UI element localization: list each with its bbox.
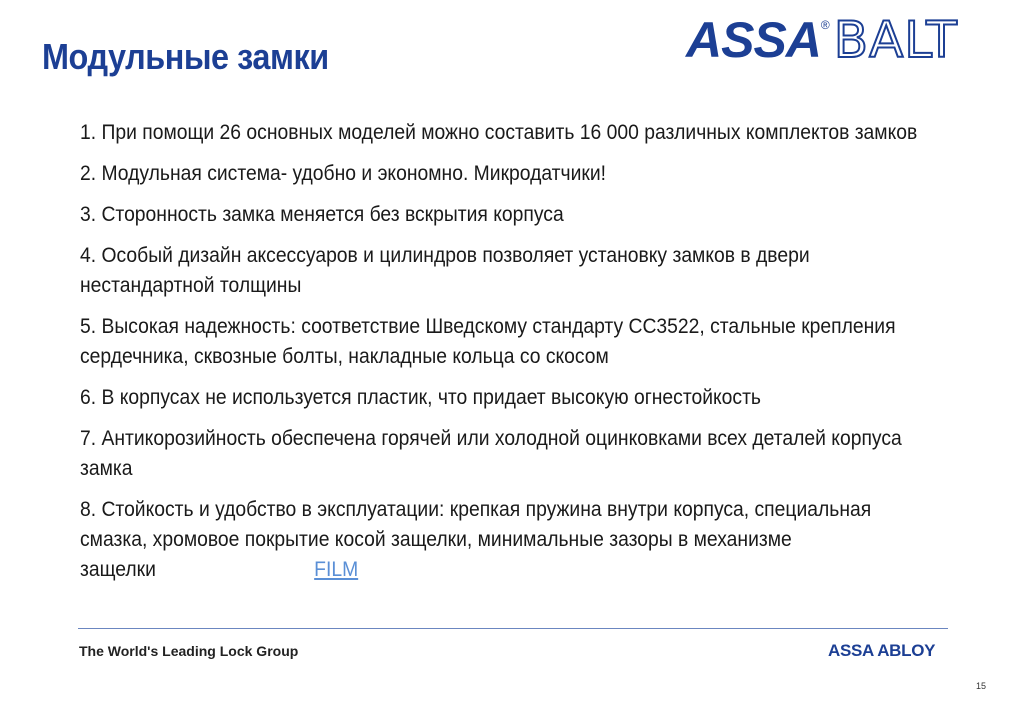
list-item: 6. В корпусах не используется пластик, что придает высокую огнестойкость bbox=[80, 386, 762, 409]
footer-divider bbox=[78, 628, 948, 629]
list-item: 2. Модульная система- удобно и экономно. Микродатчики! bbox=[80, 162, 607, 185]
registered-mark: ® bbox=[820, 18, 830, 32]
footer-tagline: The World's Leading Lock Group bbox=[79, 643, 299, 659]
list-item: 4. Особый дизайн аксессуаров и цилиндров позволяет установку замков в двери нестандартной толщины bbox=[80, 244, 810, 297]
logo-assa-text: ASSA bbox=[686, 12, 821, 68]
list-item: 5. Высокая надежность: соответствие Шведскому стандарту СС3522, стальные крепления сердечника, сквозные болты, накладные кольца со скосом bbox=[80, 315, 896, 368]
assa-abloy-logo: ASSA ABLOY bbox=[828, 641, 936, 660]
logo-balt-text: BALT bbox=[833, 11, 958, 69]
list-item bbox=[80, 495, 940, 585]
assa-balt-logo bbox=[686, 12, 972, 68]
film-link[interactable]: FILM bbox=[314, 558, 359, 581]
list-item: 3. Сторонность замка меняется без вскрытия корпуса bbox=[80, 203, 564, 226]
list-item: 1. При помощи 26 основных моделей можно составить 16 000 различных комплектов замков bbox=[80, 121, 918, 144]
slide-title: Модульные замки bbox=[42, 36, 329, 77]
feature-list bbox=[80, 118, 940, 596]
page-number: 15 bbox=[976, 681, 987, 691]
list-item-text: 8. Стойкость и удобство в эксплуатации: крепкая пружина внутри корпуса, специальная смазка, хромовое покрытие косой защелки, минимальные зазоры в механизме защелки bbox=[80, 498, 872, 581]
list-item: 7. Антикорозийность обеспечена горячей или холодной оцинковками всех деталей корпуса замка bbox=[80, 427, 902, 480]
